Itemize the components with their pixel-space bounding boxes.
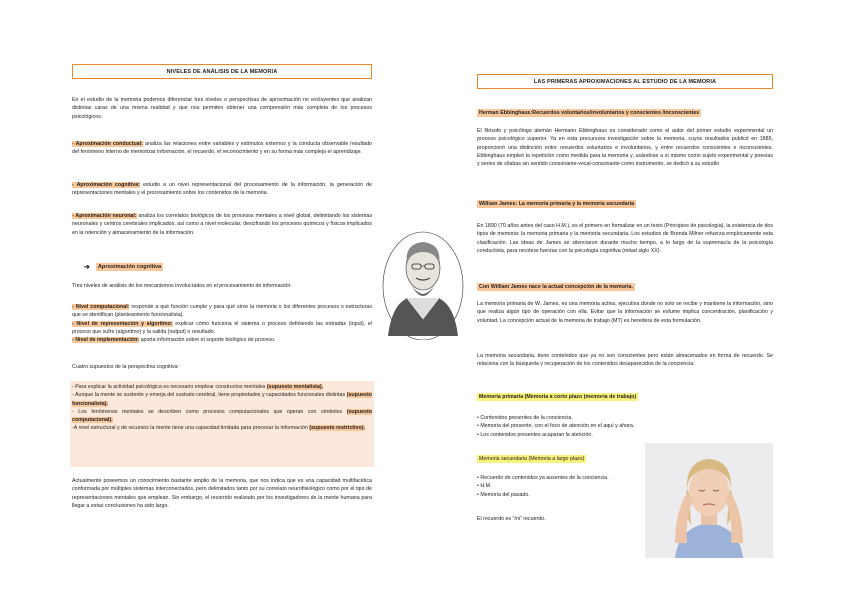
- representacion-text: explicar cómo funciona el sistema o proceso definiendo las entradas (input), el proceso que sufre (algoritmo) y la salida (output) o resultado.: [72, 320, 373, 335]
- primaria-list: [477, 414, 647, 439]
- right-title-text: LAS PRIMERAS APROXIMACIONES AL ESTUDIO DE LA MEMORIA: [533, 78, 717, 85]
- supuesto-1-text: - Para explicar la actividad psicológica es necesario emplear constructos mentales: [72, 384, 267, 390]
- supuesto-1-tag: (supuesto mentalista).: [266, 384, 324, 390]
- tres-niveles: Tres niveles de análisis de los mecanismos involucrados en el procesamiento de información:: [72, 283, 292, 289]
- cognitiva-paragraph: [72, 181, 372, 198]
- neuronal-label: - Aproximación neuronal:: [72, 213, 137, 219]
- arrow-right-icon: ➔: [84, 264, 90, 271]
- james-paragraph: En 1890 (70 años antes del caso H.M.), es el primero en formalizar en un texto (Principios de psicología), la existencia de dos tipos de memoria: la memoria primaria y la memoria secundaria. Los estudios de Brenda Milner refuerza empíricamente esta clasificación. Las ideas de James se silenciaron durante mucho tiempo, a lo largo de la supremacía de la psicología conductista, para recobrar fuerzas con la psicología cognitiva (mitad siglo XX).: [477, 223, 773, 254]
- supuesto-2-text: - Aunque la mente se sustente y emerja del sustrato cerebral, tiene propiedades y capacidades funcionales distintas: [72, 392, 347, 399]
- right-title: [477, 74, 773, 89]
- neuronal-text: analiza los correlatos biológicos de los procesos mentales a nivel global, delimitando los sistemas neuronales y centros cerebrales implicados, así como a nivel molecular, descifrando los procesos químicos y físicos implicados en la retención y almacenamiento de la información.: [72, 213, 372, 236]
- conductual-text: analiza las relaciones entre variables y estímulos externos y la conducta observable resultado del fenómeno interno de memorizar información, el recuerdo, el reconocimiento y en su forma más compleja el aprendizaje.: [72, 141, 372, 156]
- james-heading: William James: La memoria primaria y la memoria secundaria: [479, 201, 635, 207]
- list-item: • H.M.: [477, 483, 492, 490]
- secundaria-heading: Memoria secundaria (Memoria a largo plazo): [479, 456, 585, 462]
- left-title: [72, 64, 372, 79]
- implementacion-text: aporta información sobre el soporte biológico de proceso.: [139, 337, 276, 344]
- cuatro-supuestos: Cuatro supuestos de la perspectiva cognitiva:: [72, 364, 179, 370]
- supuesto-4-text: -A nivel estructural y de recursos la mente tiene una capacidad limitada para procesar la información: [72, 425, 310, 432]
- supuesto-4-tag: (supuesto restrictivo).: [309, 425, 365, 432]
- computacional-text: responde a qué función cumple y para qué sirve la memoria o los diferentes procesos o estructuras que se identifican (planteamiento funcionalista).: [72, 304, 372, 319]
- arrow-heading: [84, 263, 163, 271]
- list-item: • Recuerdo de contenidos ya ausentes de la conciencia.: [477, 475, 609, 481]
- supuesto-2-tag: (supuesto funcionalista).: [72, 392, 372, 407]
- cognitiva-label: - Aproximación cognitiva:: [72, 182, 140, 188]
- left-intro: En el estudio de la memoria podemos diferenciar tres niveles o perspectivas de aproximación no excluyentes que analizan distintas caras de una misma realidad y que nos permiten obtener una comprensión más completa de los procesos psicológicos.: [72, 97, 372, 120]
- list-item: • Memoria del presente, con el foco de atención en el aquí y ahora.: [477, 423, 635, 430]
- supuesto-3-tag: (supuesto computacional).: [72, 408, 372, 424]
- computacional-label: - Nivel computacional:: [72, 304, 130, 310]
- cognitiva-text: estudio a un nivel representacional del procesamiento de la información, la generación de representaciones mentales y el procesamiento sobre los contenidos de la memoria.: [72, 182, 372, 197]
- list-item: • Memoria del pasado.: [477, 491, 530, 498]
- ebbinghaus-paragraph: El filósofo y psicólogo alemán Hermann Ebbinghaus es considerado como el autor del primer estudio experimental un proceso psicológico superior. Ya en esta precursora investigación sobre la memoria, cuyos resultados publicó en 1885, proporcionó una distinción entre recuerdos voluntarios e involuntarios, y entre recuerdos conscientes e inconscientes. Ebbinghaus empleó la repetición como medida para la memoria y, usándose a sí mismo como sujeto experimental y poesías y series de sílabas sin sentido consonante-vocal-consonante como instrumento, se dedicó a su estudio: [477, 128, 773, 168]
- computacional-paragraph: [72, 303, 372, 344]
- ebbinghaus-portrait: [382, 224, 464, 340]
- secundaria-paragraph: La memoria secundaria, tiene contenidos que ya no son conscientes pero están almacenados en forma de recuerdo. Se relaciona con la búsqueda y recuperación de los contenidos desaparecidos de la conciencia.: [477, 353, 773, 368]
- right-closing: El recuerdo es “mi” recuerdo.: [477, 516, 546, 522]
- left-closing: Actualmente poseemos un conocimiento bastante amplio de la memoria, que nos indica que es una capacidad multifacética conformada por múltiples sistemas interconectados, pero delimitados tanto por su correlato neurofisiológico como por el tipo de representaciones mentales que emplean. Sin embargo, el recorrido realizado por los investigadores de la mente humana para llegar a estas conclusiones ha sido largo.: [72, 478, 372, 509]
- arrow-heading-text: Aproximación cognitiva: [97, 264, 162, 270]
- implementacion-label: - Nivel de implementación:: [72, 337, 140, 344]
- list-item: • Los contenidos presentes acaparan la atención.: [477, 431, 593, 438]
- representacion-label: - Nivel de representación y algoritmo:: [72, 320, 173, 327]
- woman-photo: [645, 443, 773, 558]
- primaria-heading: Memoria primaria (Memoria a corto plazo (memoria de trabajo): [479, 394, 637, 400]
- primaria-paragraph: La memoria primaria de W. James, es una memoria activa, ejecutiva donde no solo se recibe y mantiene la información, sino que realiza algún tipo de operación con ella. Evitar que la información se esfume implica concentración, planificación y voluntad. La concepción actual de la memoria de trabajo (MT) es heredera de esta formulación.: [477, 301, 773, 324]
- neuronal-paragraph: [72, 212, 372, 237]
- supuestos-list: [72, 383, 372, 433]
- conductual-label: - Aproximación conductual:: [72, 141, 143, 147]
- supuesto-3-text: - Los fenómenos mentales se describen como procesos computacionales que operan con símbolos: [72, 408, 347, 415]
- list-item: • Contenidos presentes de la conciencia.: [477, 415, 573, 421]
- conductual-paragraph: [72, 140, 372, 157]
- secundaria-list: [477, 474, 642, 499]
- ebbinghaus-heading: Herman Ebbinghaus:Recuerdos voluntarios/involuntarios y conscientes /inconscientes: [479, 110, 700, 116]
- left-title-text: NIVELES DE ANÁLISIS DE LA MEMORIA: [166, 68, 278, 75]
- con-james-heading: Con William James nace la actual concepción de la memoria.: [479, 284, 633, 290]
